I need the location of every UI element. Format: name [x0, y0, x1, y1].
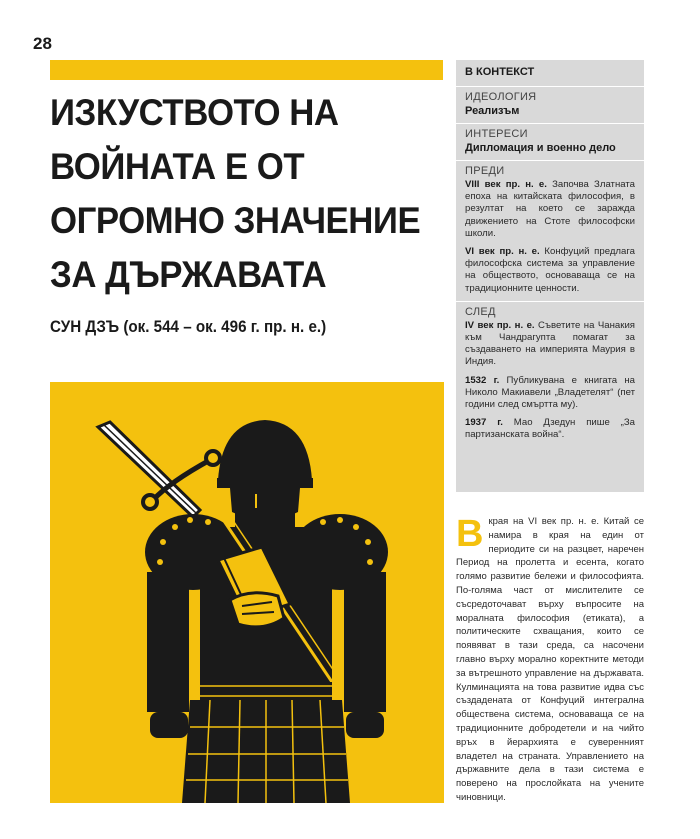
after-section	[456, 302, 644, 448]
body-paragraph	[456, 515, 644, 805]
before-label: ПРЕДИ	[465, 165, 505, 177]
ideology-value: Реализъм	[465, 105, 520, 117]
page-number: 28	[33, 34, 52, 53]
entry-date: 1532 г.	[465, 374, 500, 386]
entry-date: VI век пр. н. е.	[465, 246, 540, 258]
interests-label: ИНТЕРЕСИ	[465, 128, 528, 140]
armored-warrior-with-sword-and-book-icon	[50, 382, 444, 803]
title-line: ИЗКУСТВОТО НА	[50, 92, 339, 133]
title-line: ВОЙНАТА Е ОТ	[50, 146, 305, 187]
entry-text: Публикувана е книгата на Николо Макиавели „Владетелят“ (пет години след смъртта му).	[465, 374, 635, 411]
ideology-section	[456, 87, 644, 124]
before-section	[456, 161, 644, 302]
chapter-title	[50, 86, 450, 302]
drop-cap: В	[456, 513, 484, 555]
title-line: ОГРОМНО ЗНАЧЕНИЕ	[50, 200, 421, 241]
timeline-entry	[465, 246, 635, 295]
title-accent-bar	[50, 60, 443, 80]
entry-date: 1937 г.	[465, 417, 503, 429]
entry-date: VIII век пр. н. е.	[465, 179, 547, 190]
timeline-entry	[465, 375, 635, 412]
timeline-entry	[465, 179, 635, 240]
entry-text: Конфуций предлага философска система за управление на обществото, основаваща се на традиционните ценности.	[465, 246, 635, 294]
after-label: СЛЕД	[465, 305, 496, 318]
timeline-entry	[465, 320, 635, 369]
interests-value: Дипломация и военно дело	[465, 142, 616, 154]
warrior-illustration	[50, 382, 444, 803]
context-sidebar	[456, 60, 644, 492]
title-line: ЗА ДЪРЖАВАТА	[50, 254, 327, 295]
entry-text: Започва Златната епоха на китайската философия, в резултат на което се заражда движението на Стоте философски школи.	[465, 179, 636, 239]
entry-date: IV век пр. н. е.	[465, 319, 535, 331]
body-text: края на VI век пр. н. е. Китай се намира в края на един от периодите си на разцвет, наречен Период на пролетта и есента, когато голямо развитие бележи и философията. По-голяма част от мислителите се съсредоточават върху въпросите на моралната философия (етиката), а политическите схващания, които се появяват в тази среда, са насочени главно върху морално коректните методи за вътрешното управление на държавата. Кулминацията на това развитие идва със създадената от Конфуций интегрална обществена система, основаваща се на традиционните добродетели и на чийто връх в йерархията е суверенният владетел на страната. Управлението на държавните дела в тази система е поверено на прослойката на учените чиновници.	[456, 516, 644, 803]
timeline-entry	[465, 417, 635, 441]
sidebar-header: В КОНТЕКСТ	[456, 60, 644, 87]
entry-text: Съветите на Чанакия към Чандрагупта помагат за създаването на империята Маурия в Индия.	[465, 319, 636, 368]
interests-section	[456, 124, 644, 161]
author-subtitle: СУН ДЗЪ (ок. 544 – ок. 496 г. пр. н. е.)	[50, 318, 327, 336]
entry-text: Мао Дзедун пише „За партизанската война“.	[465, 417, 635, 441]
ideology-label: ИДЕОЛОГИЯ	[465, 91, 537, 103]
